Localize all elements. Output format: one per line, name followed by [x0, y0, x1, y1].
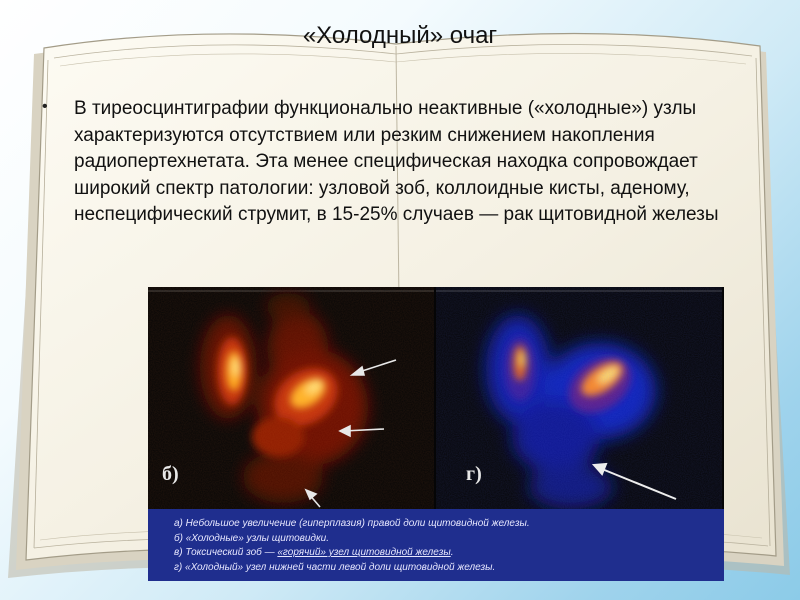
caption-line-d: г) «Холодный» узел нижней части левой доли щитовидной железы.	[174, 561, 496, 573]
caption-line-b: б) «Холодные» узлы щитовидки.	[174, 532, 330, 544]
body-paragraph: В тиреосцинтиграфии функционально неактивные («холодные») узлы характеризуются отсутствием или резким снижением накопления радиопертехнетата. Эта менее специфическая находка сопровождает широкий спектр патологии: узловой зоб, коллоидные кисты, аденому, неспецифический струмит, в 15-25% случаев — рак щитовидной железы	[74, 98, 719, 225]
caption-hot-node-link[interactable]: «горячий» узел щитовидной железы	[277, 547, 451, 558]
scintigraphy-figure	[148, 287, 724, 581]
caption-line-c	[174, 546, 724, 561]
caption-line-c-suffix: .	[450, 547, 454, 558]
panel-label-b: б)	[162, 463, 179, 485]
slide-title: «Холодный» очаг	[302, 22, 498, 49]
panel-label-g: г)	[466, 463, 482, 485]
bullet-marker: •	[42, 98, 48, 115]
figure-caption	[148, 509, 724, 581]
caption-line-c-prefix: в) Токсический зоб —	[174, 547, 278, 558]
scan-panel-right	[436, 287, 722, 509]
scan-panel-left	[148, 287, 434, 509]
thyroid-scan-orange	[148, 287, 434, 509]
caption-line-a: а) Небольшое увеличение (гиперплазия) правой доли щитовидной железы.	[174, 518, 530, 529]
